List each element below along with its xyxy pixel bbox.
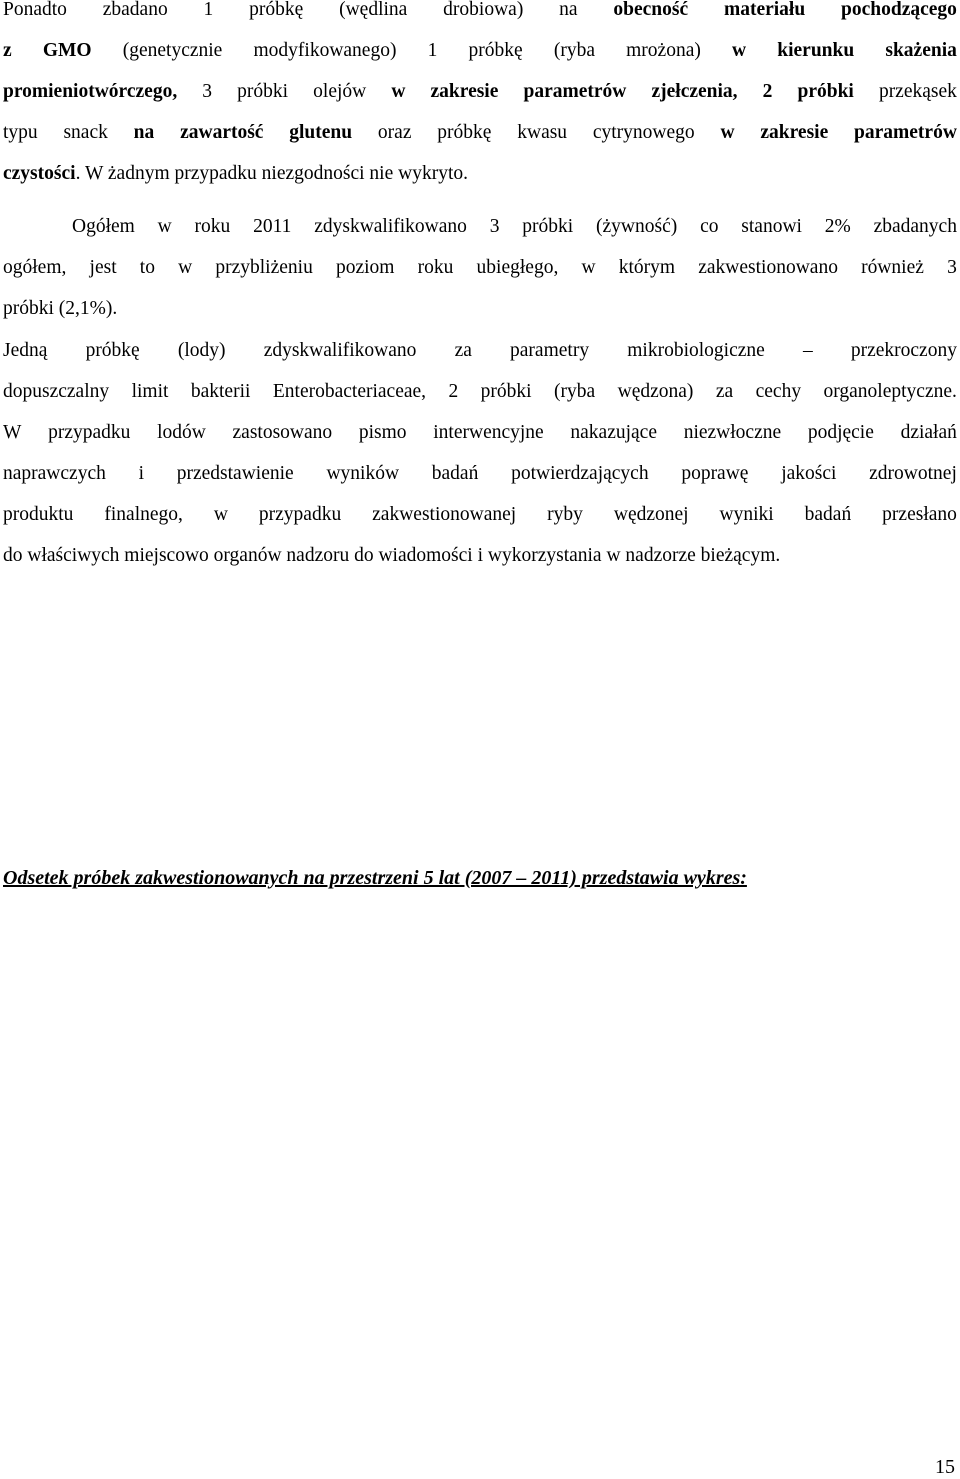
word: parametry	[510, 340, 590, 361]
word: w	[178, 257, 193, 278]
word: olejów	[313, 81, 367, 102]
word: finalnego,	[104, 504, 183, 525]
word: przedstawienie	[176, 463, 294, 484]
word: interwencyjne	[433, 422, 544, 443]
text-line	[3, 412, 957, 453]
word: potwierdzających	[511, 463, 649, 484]
word: zakresie	[430, 81, 499, 102]
word: 2	[448, 381, 459, 402]
word: wędzona)	[617, 381, 694, 402]
word: bakterii	[190, 381, 251, 402]
word: którym	[618, 257, 676, 278]
word: za	[715, 381, 734, 402]
word: niezwłoczne	[683, 422, 782, 443]
word: zdyskwalifikowano	[263, 340, 417, 361]
word: nakazujące	[570, 422, 657, 443]
word: pismo	[358, 422, 407, 443]
word: za	[454, 340, 472, 361]
word: próbkę	[437, 122, 492, 143]
word: przekąsek	[878, 81, 957, 102]
word: –	[802, 340, 813, 361]
text-line: do właściwych miejscowo organów nadzoru do wiadomości i wykorzystania w nadzorze bieżącym.	[3, 545, 781, 566]
word: (ryba	[554, 381, 596, 402]
word: i	[138, 463, 145, 484]
word: wędzonej	[613, 504, 689, 525]
word: próbkę	[468, 40, 523, 61]
word: glutenu	[289, 122, 353, 143]
word: 3	[202, 81, 213, 102]
text-line	[3, 71, 957, 112]
word: próbki	[522, 216, 574, 237]
paragraph-summary-2011	[3, 206, 957, 329]
text-line	[3, 371, 957, 412]
text-line	[3, 206, 957, 247]
word: kwasu	[517, 122, 568, 143]
word: parametrów	[854, 122, 957, 143]
word: to	[139, 257, 155, 278]
text-line	[3, 0, 957, 30]
word: poprawę	[681, 463, 749, 484]
word: (lody)	[177, 340, 226, 361]
word: 3	[489, 216, 500, 237]
word: lodów	[157, 422, 206, 443]
word: materiału	[723, 0, 806, 20]
chart-caption: Odsetek próbek zakwestionowanych na przestrzeni 5 lat (2007 – 2011) przedstawia wykres:	[3, 867, 747, 889]
word: w	[720, 122, 735, 143]
word: 2	[762, 81, 773, 102]
word: z	[3, 40, 12, 61]
word: typu	[3, 122, 38, 143]
word: zakresie	[760, 122, 829, 143]
word: mrożona)	[626, 40, 701, 61]
word: zdyskwalifikowano	[314, 216, 467, 237]
word: zakwestionowano	[698, 257, 838, 278]
word: 3	[947, 257, 957, 278]
word: parametrów	[523, 81, 627, 102]
word: organoleptyczne.	[823, 381, 957, 402]
text-line	[3, 453, 957, 494]
word: pochodzącego	[841, 0, 957, 20]
word: zdrowotnej	[869, 463, 957, 484]
word: (genetycznie	[122, 40, 223, 61]
word: 1	[427, 40, 438, 61]
page-number: 15	[935, 1456, 955, 1478]
word: cechy	[755, 381, 802, 402]
word: w	[391, 81, 406, 102]
word: podjęcie	[807, 422, 874, 443]
word: modyfikowanego)	[253, 40, 397, 61]
word: ubiegłego,	[476, 257, 559, 278]
text-line	[3, 112, 957, 153]
word: próbkę	[249, 0, 304, 20]
word: w	[157, 216, 172, 237]
word: na	[133, 122, 155, 143]
word: (ryba	[553, 40, 595, 61]
word: 2011	[253, 216, 292, 237]
word: w	[213, 504, 228, 525]
word: w	[581, 257, 596, 278]
paragraph-test-scope	[3, 0, 957, 194]
word: limit	[131, 381, 169, 402]
word: zawartość	[180, 122, 264, 143]
word: mikrobiologiczne	[627, 340, 765, 361]
word: 1	[203, 0, 214, 20]
word: oraz	[377, 122, 412, 143]
text-line	[3, 247, 957, 288]
word: zastosowano	[232, 422, 333, 443]
word: roku	[417, 257, 454, 278]
word: poziom	[335, 257, 395, 278]
word: dopuszczalny	[3, 381, 110, 402]
word: próbki	[797, 81, 854, 102]
word: kierunku	[777, 40, 855, 61]
word: w	[732, 40, 747, 61]
text-line: próbki (2,1%).	[3, 298, 118, 319]
word: Ogółem	[72, 216, 135, 237]
word: (żywność)	[596, 216, 678, 237]
word: przypadku	[258, 504, 342, 525]
word: Ponadto	[3, 0, 67, 20]
word: badań	[804, 504, 852, 525]
word: przesłano	[882, 504, 957, 525]
word: jakości	[781, 463, 837, 484]
word: W	[3, 422, 22, 443]
word: przybliżeniu	[215, 257, 313, 278]
word: co	[700, 216, 719, 237]
word: snack	[63, 122, 108, 143]
word: badań	[431, 463, 479, 484]
word: stanowi	[741, 216, 802, 237]
word: naprawczych	[3, 463, 106, 484]
word: również	[861, 257, 924, 278]
word: ogółem,	[3, 257, 67, 278]
word: 2%	[824, 216, 851, 237]
word: promieniotwórczego,	[3, 81, 178, 102]
word: cytrynowego	[592, 122, 695, 143]
word: produktu	[3, 504, 74, 525]
word: wyników	[326, 463, 400, 484]
word: zbadano	[102, 0, 168, 20]
word: zakwestionowanej	[372, 504, 517, 525]
word: Jedną	[3, 340, 48, 361]
word: zjełczenia,	[651, 81, 738, 102]
word: obecność	[613, 0, 689, 20]
word: skażenia	[885, 40, 957, 61]
word: wyniki	[719, 504, 774, 525]
word: (wędlina	[339, 0, 408, 20]
word: jest	[89, 257, 117, 278]
word: próbki	[480, 381, 532, 402]
bold-phrase: czystości	[3, 163, 76, 184]
word: działań	[900, 422, 957, 443]
text-line	[3, 153, 957, 194]
text-line	[3, 330, 957, 371]
text-line	[3, 30, 957, 71]
text-run: . W żadnym przypadku niezgodności nie wykryto.	[75, 163, 468, 184]
word: Enterobacteriaceae,	[272, 381, 427, 402]
paragraph-disqualifications	[3, 330, 957, 576]
word: drobiowa)	[443, 0, 524, 20]
word: na	[559, 0, 578, 20]
word: GMO	[42, 40, 92, 61]
word: próbki	[237, 81, 289, 102]
text-line	[3, 494, 957, 535]
word: ryby	[547, 504, 583, 525]
word: próbkę	[85, 340, 140, 361]
word: zbadanych	[873, 216, 957, 237]
word: przekroczony	[850, 340, 957, 361]
word: roku	[194, 216, 231, 237]
word: przypadku	[48, 422, 131, 443]
